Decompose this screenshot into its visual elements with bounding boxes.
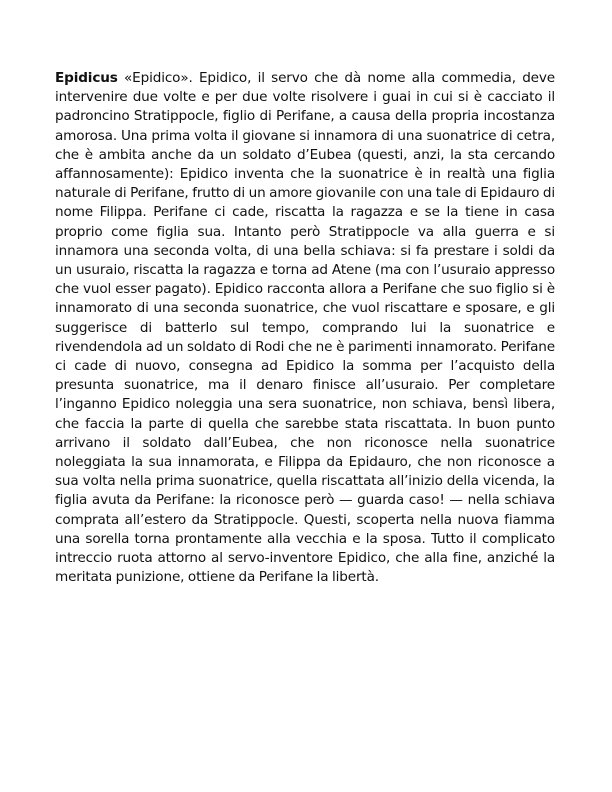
synopsis-body: «Epidico». Epidico, il servo che dà nome alla commedia, deve intervenire due volte e per due volte risolvere i guai in cui si è cacciato il padroncino Stratippocle, figlio di Perifane, a causa della propria incostanza amorosa. Una prima volta il giovane si innamora di una suonatrice di cetra, che è ambita anche da un soldato d’Eubea (questi, anzi, la sta cercando affannosamente): Epidico inventa che la suonatrice è in realtà una figlia naturale di Perifane, frutto di un amore giovanile con una tale di Epidauro di nome Filippa. Perifane ci cade, riscatta la ragazza e se la tiene in casa proprio come figlia sua. Intanto però Stratippocle va alla guerra e si innamora una seconda volta, di una bella schiava: si fa prestare i soldi da un usuraio, riscatta la ragazza e torna ad Atene (ma con l’usuraio appresso che vuol esser pagato). Epidico racconta allora a Perifane che suo figlio si è innamorato di una seconda suonatrice, che vuol riscattare e sposare, e gli suggerisce di batterlo sul tempo, comprando lui la suonatrice e rivendendola ad un soldato di Rodi che ne è parimenti innamorato. Perifane ci cade di nuovo, consegna ad Epidico la somma per l’acquisto della presunta suonatrice, ma il denaro finisce all’usuraio. Per completare l’inganno Epidico noleggia una sera suonatrice, non schiava, bensì libera, che faccia la parte di quella che sarebbe stata riscattata. In buon punto arrivano il soldato dall’Eubea, che non riconosce nella suonatrice noleggiata la sua innamorata, e Filippa da Epidauro, che non riconosce a sua volta nella prima suonatrice, quella riscattata all’inizio della vicenda, la figlia avuta da Perifane: la riconosce però — guarda caso! — nella schiava comprata all’estero da Stratippocle. Questi, scoperta nella nuova fiamma una sorella torna prontamente alla vecchia e la sposa. Tutto il complicato intreccio ruota attorno al servo-inventore Epidico, che alla fine, anziché la meritata punizione, ottiene da Perifane la libertà. <box>55 70 555 586</box>
play-title: Epidicus <box>55 70 118 86</box>
synopsis-paragraph <box>55 69 555 587</box>
